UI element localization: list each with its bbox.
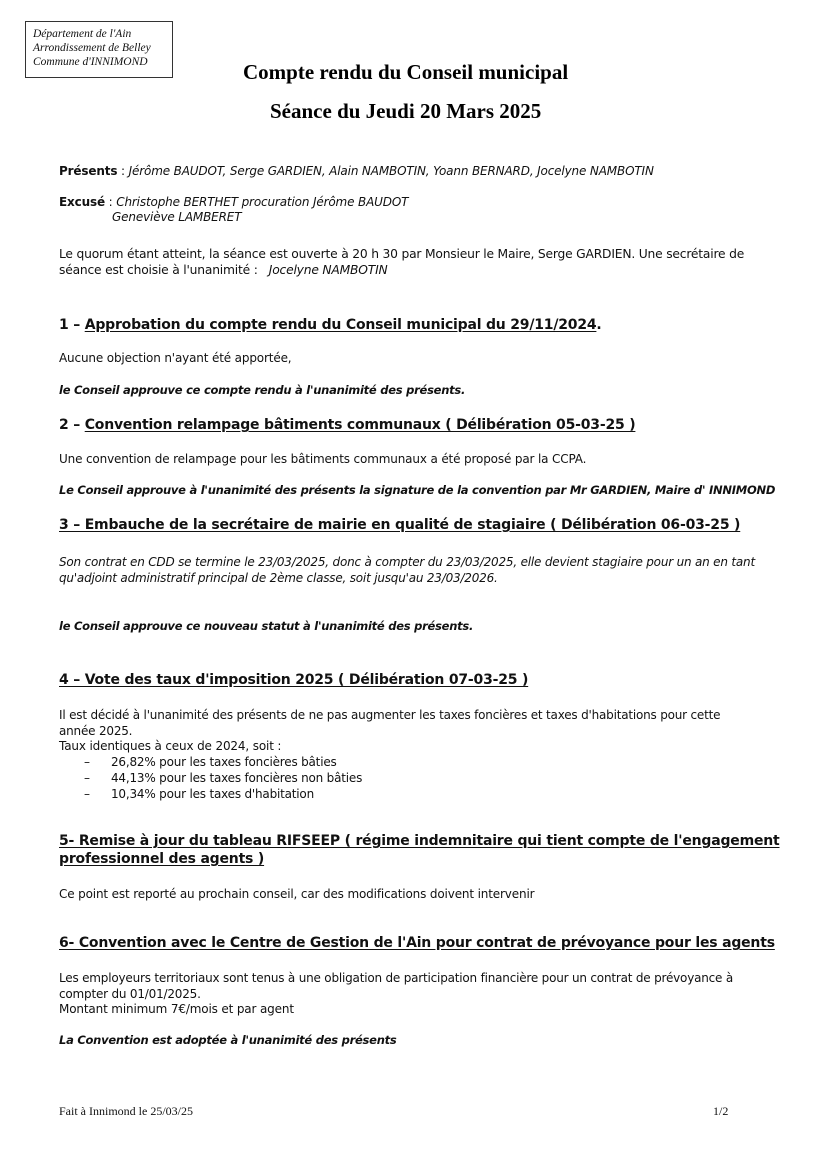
excused-value-1: Christophe BERTHET procuration Jérôme BAUDOT: [116, 195, 409, 209]
section-4-intro: Taux identiques à ceux de 2024, soit :: [59, 739, 282, 753]
footer-page-number: 1/2: [713, 1104, 729, 1118]
commune-header-box: [25, 21, 173, 78]
arrondissement-line: Arrondissement de Belley: [33, 42, 151, 54]
section-1-number: 1 –: [59, 317, 81, 333]
section-6-body: Les employeurs territoriaux sont tenus à une obligation de participation financière pour un contrat de prévoyance à compter du 01/01/2025.: [59, 971, 734, 1001]
tax-rate-item: [84, 786, 362, 802]
section-2-heading: [59, 417, 635, 433]
section-4-body: Il est décidé à l'unanimité des présents de ne pas augmenter les taxes foncières et taxes d'habitations pour cette année 2025.: [59, 708, 721, 738]
tax-rate-item: [84, 754, 362, 770]
section-3-heading: [59, 517, 740, 533]
section-1-title: Approbation du compte rendu du Conseil municipal du 29/11/2024: [84, 317, 597, 333]
section-3-title: 3 – Embauche de la secrétaire de mairie en qualité de stagiaire ( Délibération 06-03-25 ): [59, 517, 741, 533]
section-2-body: Une convention de relampage pour les bâtiments communaux a été proposé par la CCPA.: [59, 452, 587, 466]
secretary-name: Jocelyne NAMBOTIN: [268, 263, 388, 277]
tax-rates-list: [84, 754, 362, 802]
dash-bullet-icon: –: [84, 771, 90, 785]
section-2-title: Convention relampage bâtiments communaux ( Délibération 05-03-25 ): [84, 417, 636, 433]
excused-members: Excusé : Christophe BERTHET procuration Jérôme BAUDOT: [59, 195, 409, 209]
excused-value-2: Geneviève LAMBERET: [112, 210, 242, 224]
present-value: Jérôme BAUDOT, Serge GARDIEN, Alain NAMBOTIN, Yoann BERNARD, Jocelyne NAMBOTIN: [128, 164, 654, 178]
session-date-title: Séance du Jeudi 20 Mars 2025: [270, 99, 542, 123]
section-3-decision: le Conseil approuve ce nouveau statut à l'unanimité des présents.: [59, 619, 474, 633]
section-3-body: Son contrat en CDD se termine le 23/03/2025, donc à compter du 23/03/2025, elle devient stagiaire pour un an en tant qu'adjoint administratif principal de 2ème classe, soit jusqu'au 23/03/2026.: [59, 555, 755, 585]
tax-rate-text: 26,82% pour les taxes foncières bâties: [111, 755, 337, 769]
section-6-title: 6- Convention avec le Centre de Gestion de l'Ain pour contrat de prévoyance pour les agents: [59, 935, 775, 951]
section-5-title-line-2: professionnel des agents ): [59, 851, 265, 867]
dash-bullet-icon: –: [84, 787, 90, 801]
tax-rate-text: 10,34% pour les taxes d'habitation: [111, 787, 314, 801]
department-line: Département de l'Ain: [33, 28, 132, 40]
tax-rate-text: 44,13% pour les taxes foncières non bâties: [111, 771, 363, 785]
present-members: Présents : Jérôme BAUDOT, Serge GARDIEN, Alain NAMBOTIN, Yoann BERNARD, Jocelyne NAMBOTIN: [59, 164, 654, 178]
section-6-decision: La Convention est adoptée à l'unanimité des présents: [59, 1033, 397, 1047]
section-1-heading: [59, 317, 602, 333]
quorum-text: Le quorum étant atteint, la séance est ouverte à 20 h 30 par Monsieur le Maire, Serge GARDIEN. Une secrétaire de séance est choisie à l'unanimité :: [59, 247, 745, 277]
tax-rate-item: [84, 770, 362, 786]
section-6-heading: [59, 935, 775, 951]
footer-place-date: Fait à Innimond le 25/03/25: [59, 1104, 193, 1118]
section-1-title-suffix: .: [596, 317, 602, 333]
present-label: Présents: [59, 164, 118, 178]
document-title: Compte rendu du Conseil municipal: [243, 60, 569, 84]
dash-bullet-icon: –: [84, 755, 90, 769]
section-5-title-line-1: 5- Remise à jour du tableau RIFSEEP ( régime indemnitaire qui tient compte de l'engagement: [59, 833, 780, 849]
section-4-heading: [59, 672, 528, 688]
section-2-number: 2 –: [59, 417, 81, 433]
section-5-heading: [59, 833, 780, 867]
quorum-paragraph: [59, 246, 774, 278]
section-5-body: Ce point est reporté au prochain conseil, car des modifications doivent intervenir: [59, 887, 535, 901]
section-4-title: 4 – Vote des taux d'imposition 2025 ( Délibération 07-03-25 ): [59, 672, 529, 688]
section-2-decision: Le Conseil approuve à l'unanimité des présents la signature de la convention par Mr GARDIEN, Maire d' INNIMOND: [59, 483, 776, 497]
excused-label: Excusé: [59, 195, 105, 209]
commune-line: Commune d'INNIMOND: [33, 56, 148, 68]
section-1-body: Aucune objection n'ayant été apportée,: [59, 351, 292, 365]
section-6-amount: Montant minimum 7€/mois et par agent: [59, 1002, 294, 1016]
section-1-decision: le Conseil approuve ce compte rendu à l'unanimité des présents.: [59, 383, 466, 397]
